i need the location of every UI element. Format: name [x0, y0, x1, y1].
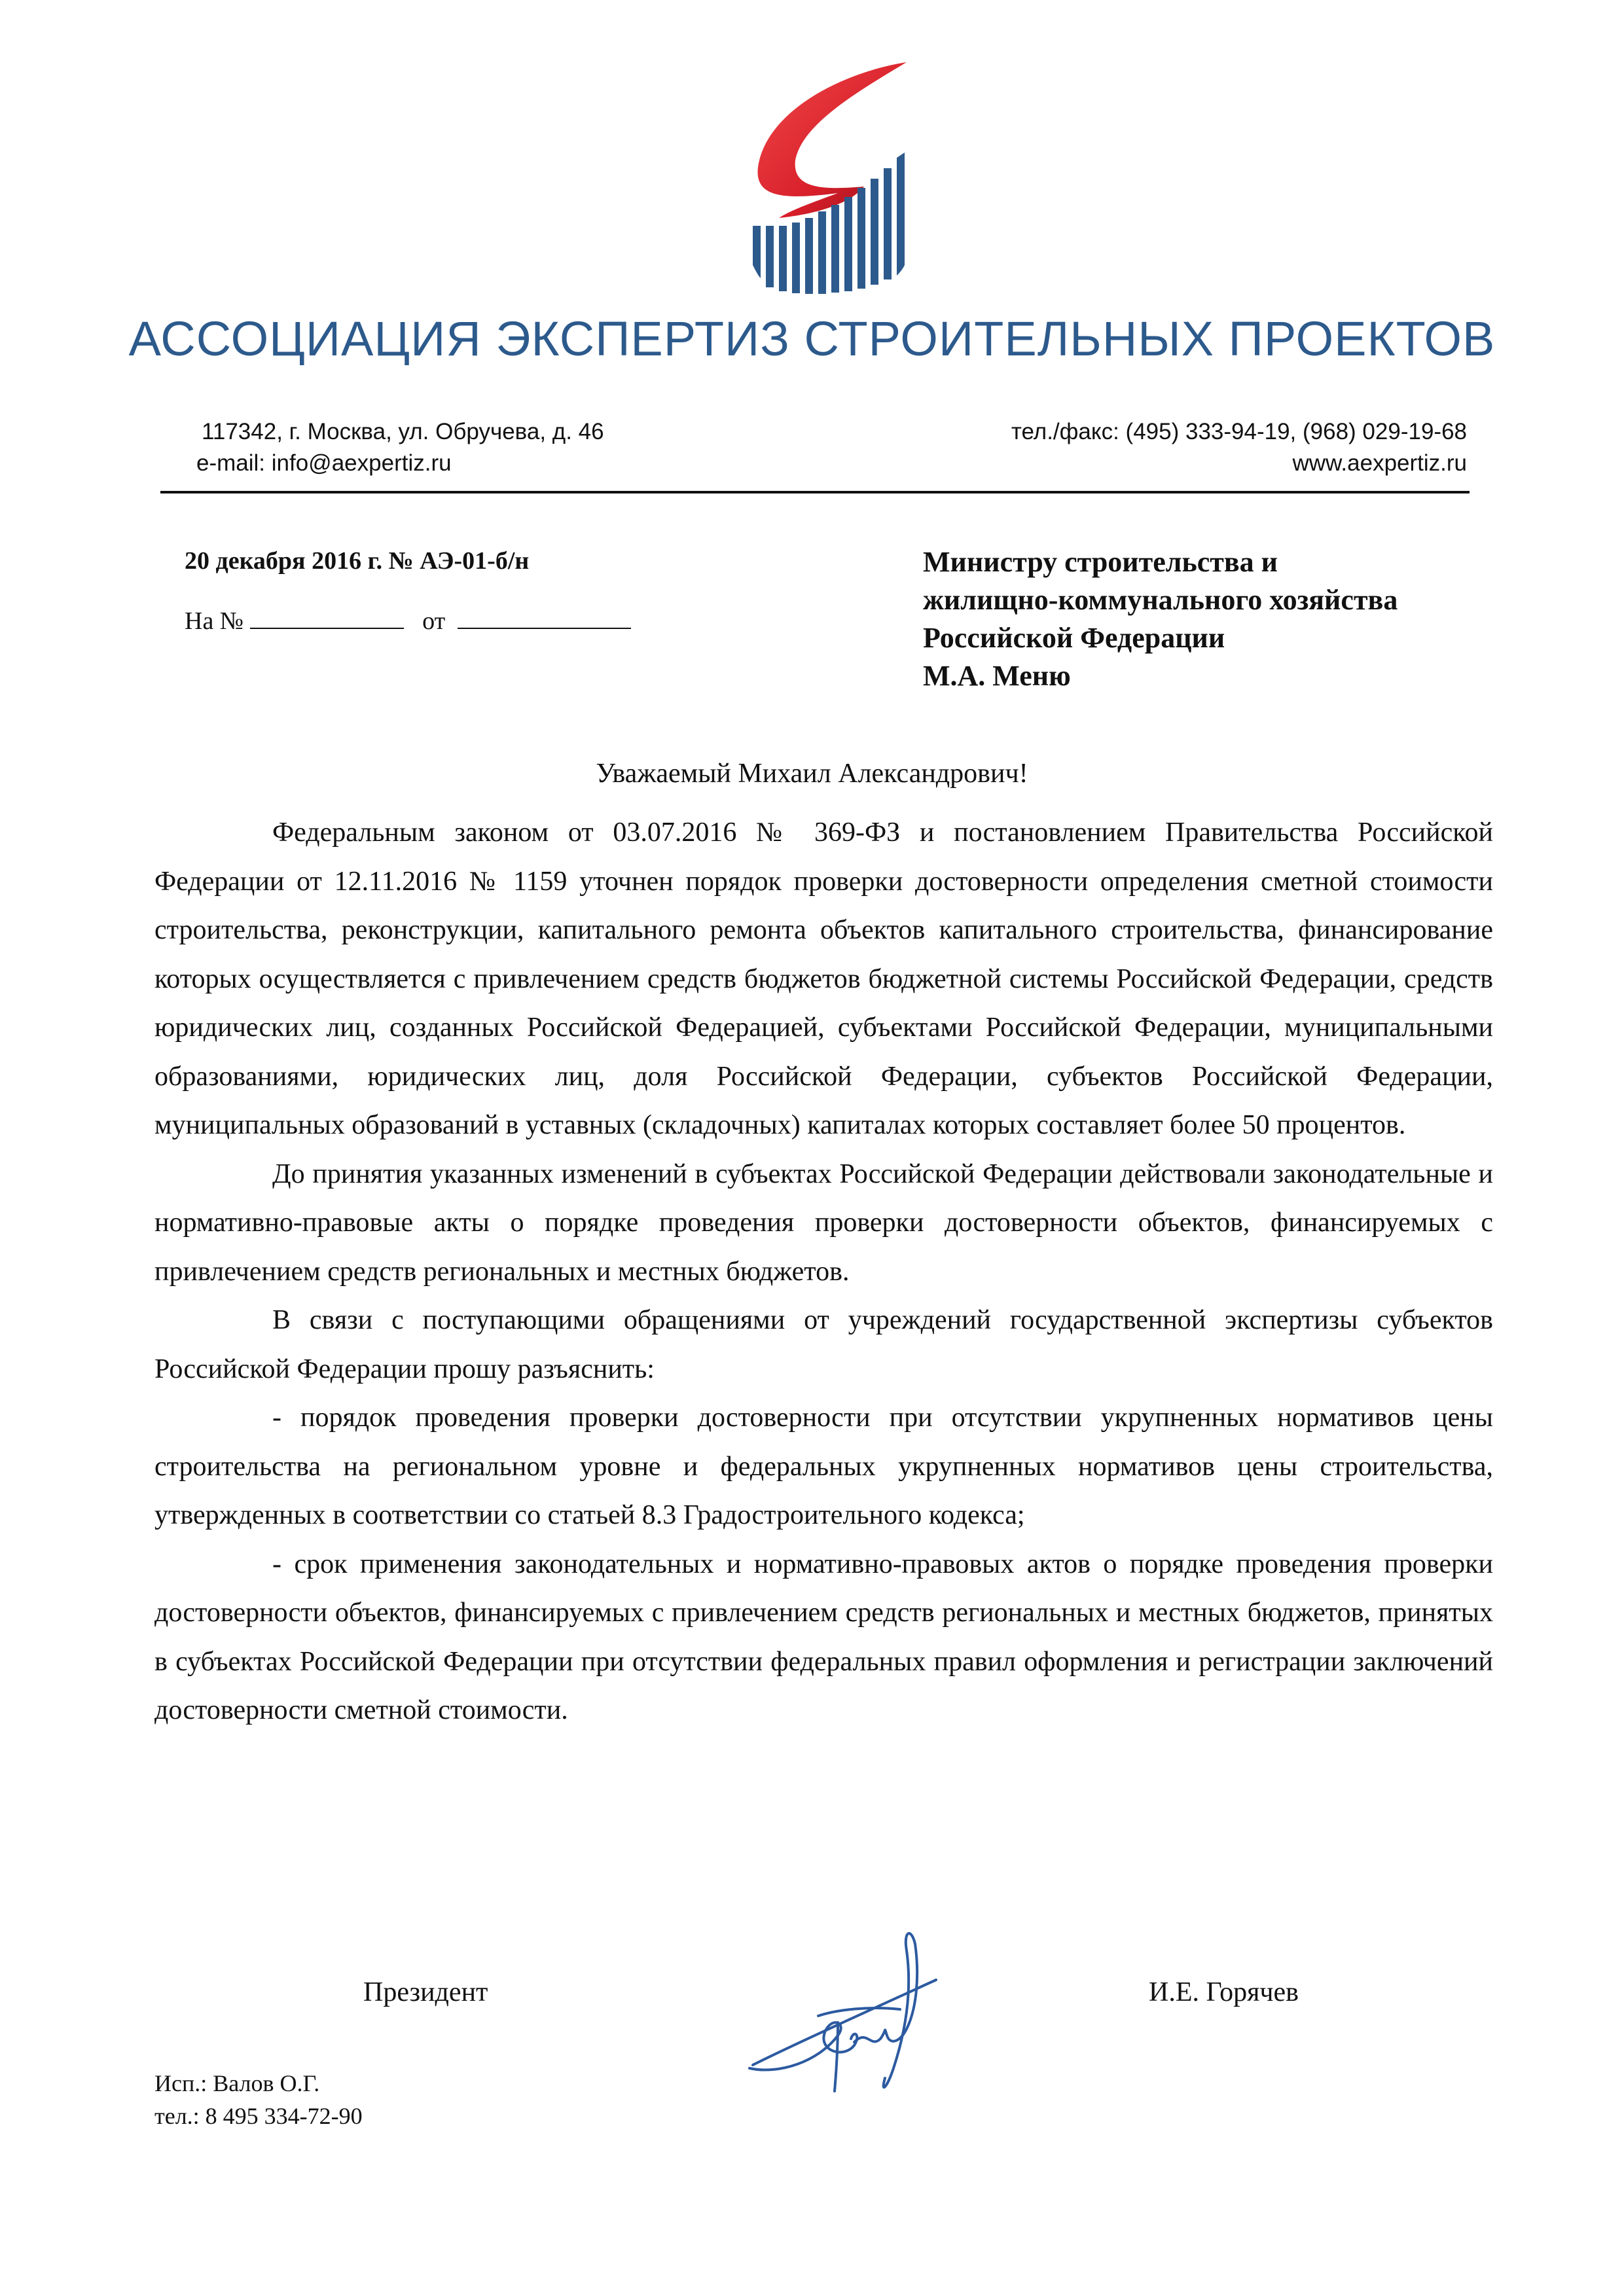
reply-number-blank: [250, 605, 404, 629]
reply-reference: [185, 605, 631, 636]
recipient-line: Российской Федерации: [923, 622, 1225, 654]
recipient-line: жилищно-коммунального хозяйства: [923, 584, 1398, 616]
header-divider: [160, 491, 1470, 493]
body-paragraph: В связи с поступающими обращениями от учреждений государственной экспертизы субъектов Российской Федерации прошу разъяснить:: [154, 1305, 1493, 1384]
reply-date-label: от: [422, 607, 446, 635]
phone-fax: тел./факс: (495) 333-94-19, (968) 029-19-68: [1011, 419, 1467, 444]
association-logo: [746, 62, 916, 298]
handwritten-signature: [740, 1918, 962, 2114]
body-paragraph: - срок применения законодательных и нормативно-правовых актов о порядке проведения проверки достоверности объектов, финансируемых с привлечением средств региональных и местных бюджетов, принятых в субъектах Российской Федерации при отсутствии федеральных правил оформления и регистрации заключений достоверности сметной стоимости.: [154, 1549, 1493, 1725]
email: e-mail: info@aexpertiz.ru: [196, 450, 452, 476]
recipient-block: [923, 543, 1398, 695]
body-paragraph: До принятия указанных изменений в субъектах Российской Федерации действовали законодательные и нормативно-правовые акты о порядке проведения проверки достоверности объектов, финансируемых с привлечением средств региональных и местных бюджетов.: [154, 1158, 1493, 1287]
signer-name: И.Е. Горячев: [1149, 1977, 1299, 2007]
recipient-line: Министру строительства и: [923, 546, 1278, 578]
executor-name: Исп.: Валов О.Г.: [154, 2070, 320, 2096]
salutation: Уважаемый Михаил Александрович!: [596, 759, 1028, 789]
reply-date-blank: [458, 605, 631, 629]
signer-role: Президент: [363, 1977, 488, 2007]
recipient-line: М.А. Меню: [923, 660, 1071, 692]
executor-phone: тел.: 8 495 334-72-90: [154, 2103, 363, 2129]
address: 117342, г. Москва, ул. Обручева, д. 46: [202, 419, 604, 444]
organization-name: АССОЦИАЦИЯ ЭКСПЕРТИЗ СТРОИТЕЛЬНЫХ ПРОЕКТОВ: [128, 312, 1496, 366]
reply-number-label: На №: [185, 607, 244, 635]
body-paragraph: - порядок проведения проверки достоверности при отсутствии укрупненных нормативов цены строительства на региональном уровне и федеральных укрупненных нормативов цены строительства, утвержденных в соответствии со статьей 8.3 Градостроительного кодекса;: [154, 1403, 1493, 1530]
website: www.aexpertiz.ru: [1292, 450, 1467, 476]
letter-date-number: 20 декабря 2016 г. № АЭ-01-б/н: [185, 547, 530, 575]
executor-block: [154, 2067, 363, 2132]
letter-body: [154, 808, 1493, 1735]
body-paragraph: Федеральным законом от 03.07.2016 № 369-ФЗ и постановлением Правительства Российской Федерации от 12.11.2016 № 1159 уточнен порядок проверки достоверности определения сметной стоимости строительства, реконструкции, капитального ремонта объектов капитального строительства, финансирование которых осуществляется с привлечением средств бюджетов бюджетной системы Российской Федерации, средств юридических лиц, созданных Российской Федерацией, субъектами Российской Федерации, муниципальными образованиями, юридических лиц, доля Российской Федерации, субъектов Российской Федерации, муниципальных образований в уставных (складочных) капиталах которых составляет более 50 процентов.: [154, 817, 1493, 1140]
